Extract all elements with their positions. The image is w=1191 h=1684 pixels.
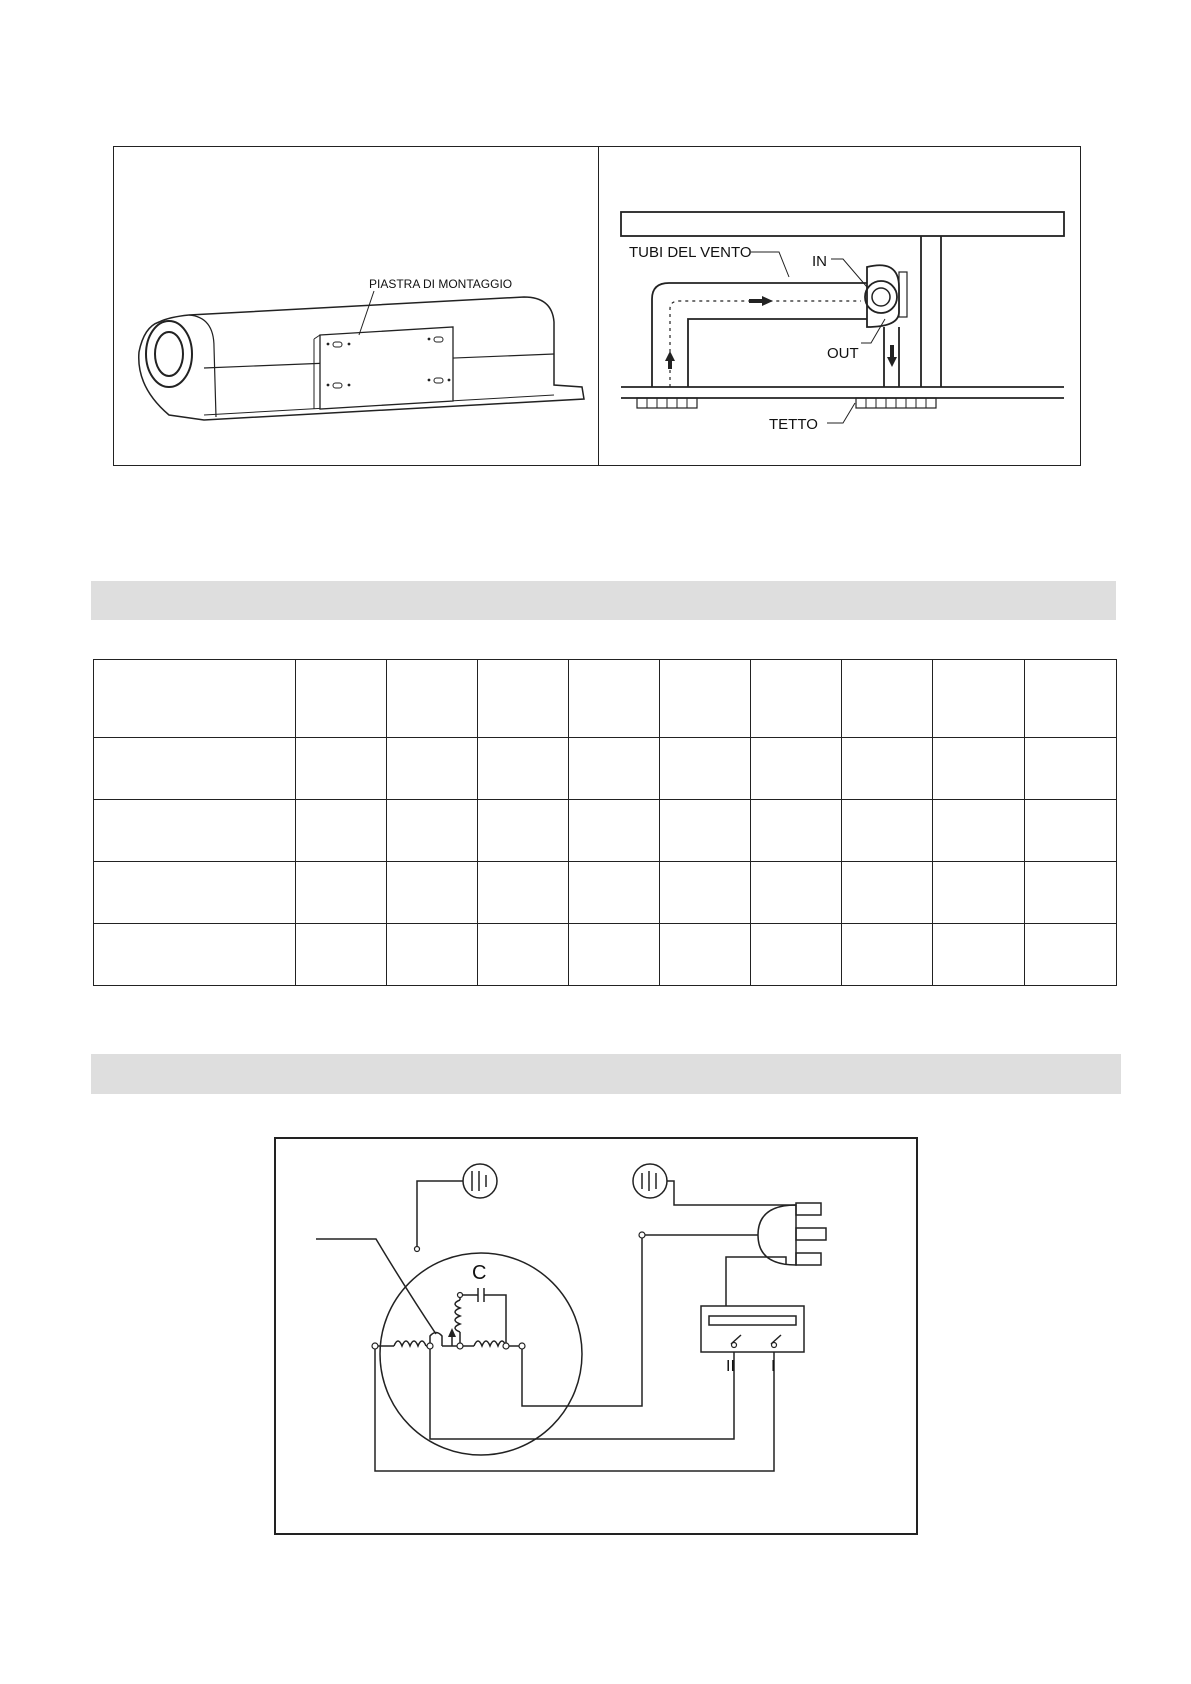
outlet-label: OUT: [827, 345, 859, 362]
table-row: [94, 862, 1117, 924]
table-cell: [842, 862, 933, 924]
table-cell: [478, 924, 569, 986]
section-header-bar: [91, 581, 1116, 620]
table-cell: [1025, 800, 1117, 862]
table-cell: [751, 738, 842, 800]
table-cell: [387, 862, 478, 924]
table-cell: [660, 862, 751, 924]
section-header-bar: [91, 1054, 1121, 1094]
table-row: [94, 660, 1117, 738]
spec-table: [93, 659, 1117, 986]
table-cell: [94, 738, 296, 800]
capacitor-label: C: [472, 1262, 487, 1284]
table-cell: [933, 862, 1025, 924]
table-cell: [296, 660, 387, 738]
table-cell: [569, 738, 660, 800]
switch-position-1-label: I: [771, 1358, 776, 1375]
table-row: [94, 738, 1117, 800]
table-cell: [842, 738, 933, 800]
table-cell: [387, 738, 478, 800]
table-cell: [387, 800, 478, 862]
table-cell: [478, 862, 569, 924]
mounting-plate-label: PIASTRA DI MONTAGGIO: [369, 277, 513, 291]
table-cell: [296, 862, 387, 924]
table-cell: [842, 924, 933, 986]
table-cell: [1025, 738, 1117, 800]
table-cell: [1025, 660, 1117, 738]
table-cell: [1025, 862, 1117, 924]
table-cell: [660, 660, 751, 738]
table-cell: [478, 738, 569, 800]
table-cell: [94, 660, 296, 738]
unit-mounting-illustration: [114, 147, 598, 465]
switch-position-2-label: II: [726, 1358, 735, 1375]
table-cell: [660, 924, 751, 986]
table-cell: [751, 924, 842, 986]
table-cell: [569, 924, 660, 986]
table-cell: [751, 862, 842, 924]
table-cell: [569, 660, 660, 738]
table-cell: [94, 862, 296, 924]
table-cell: [296, 738, 387, 800]
airflow-duct-diagram: [599, 147, 1081, 465]
table-cell: [660, 800, 751, 862]
table-cell: [387, 924, 478, 986]
table-cell: [569, 800, 660, 862]
table-cell: [94, 924, 296, 986]
table-cell: [478, 800, 569, 862]
inlet-label: IN: [812, 253, 827, 270]
table-cell: [296, 800, 387, 862]
table-row: [94, 924, 1117, 986]
table-cell: [842, 660, 933, 738]
ceiling-label: TETTO: [769, 416, 818, 433]
table-cell: [933, 660, 1025, 738]
table-cell: [751, 800, 842, 862]
wiring-diagram: [274, 1137, 918, 1535]
table-cell: [94, 800, 296, 862]
table-cell: [296, 924, 387, 986]
pipes-label: TUBI DEL VENTO: [629, 244, 752, 261]
table-cell: [933, 738, 1025, 800]
table-cell: [569, 862, 660, 924]
table-cell: [478, 660, 569, 738]
table-row: [94, 800, 1117, 862]
table-cell: [660, 738, 751, 800]
wiring-schematic: [276, 1139, 916, 1533]
table-cell: [1025, 924, 1117, 986]
table-cell: [751, 660, 842, 738]
table-cell: [387, 660, 478, 738]
table-cell: [842, 800, 933, 862]
table-cell: [933, 924, 1025, 986]
table-cell: [933, 800, 1025, 862]
installation-figures: [113, 146, 1081, 466]
